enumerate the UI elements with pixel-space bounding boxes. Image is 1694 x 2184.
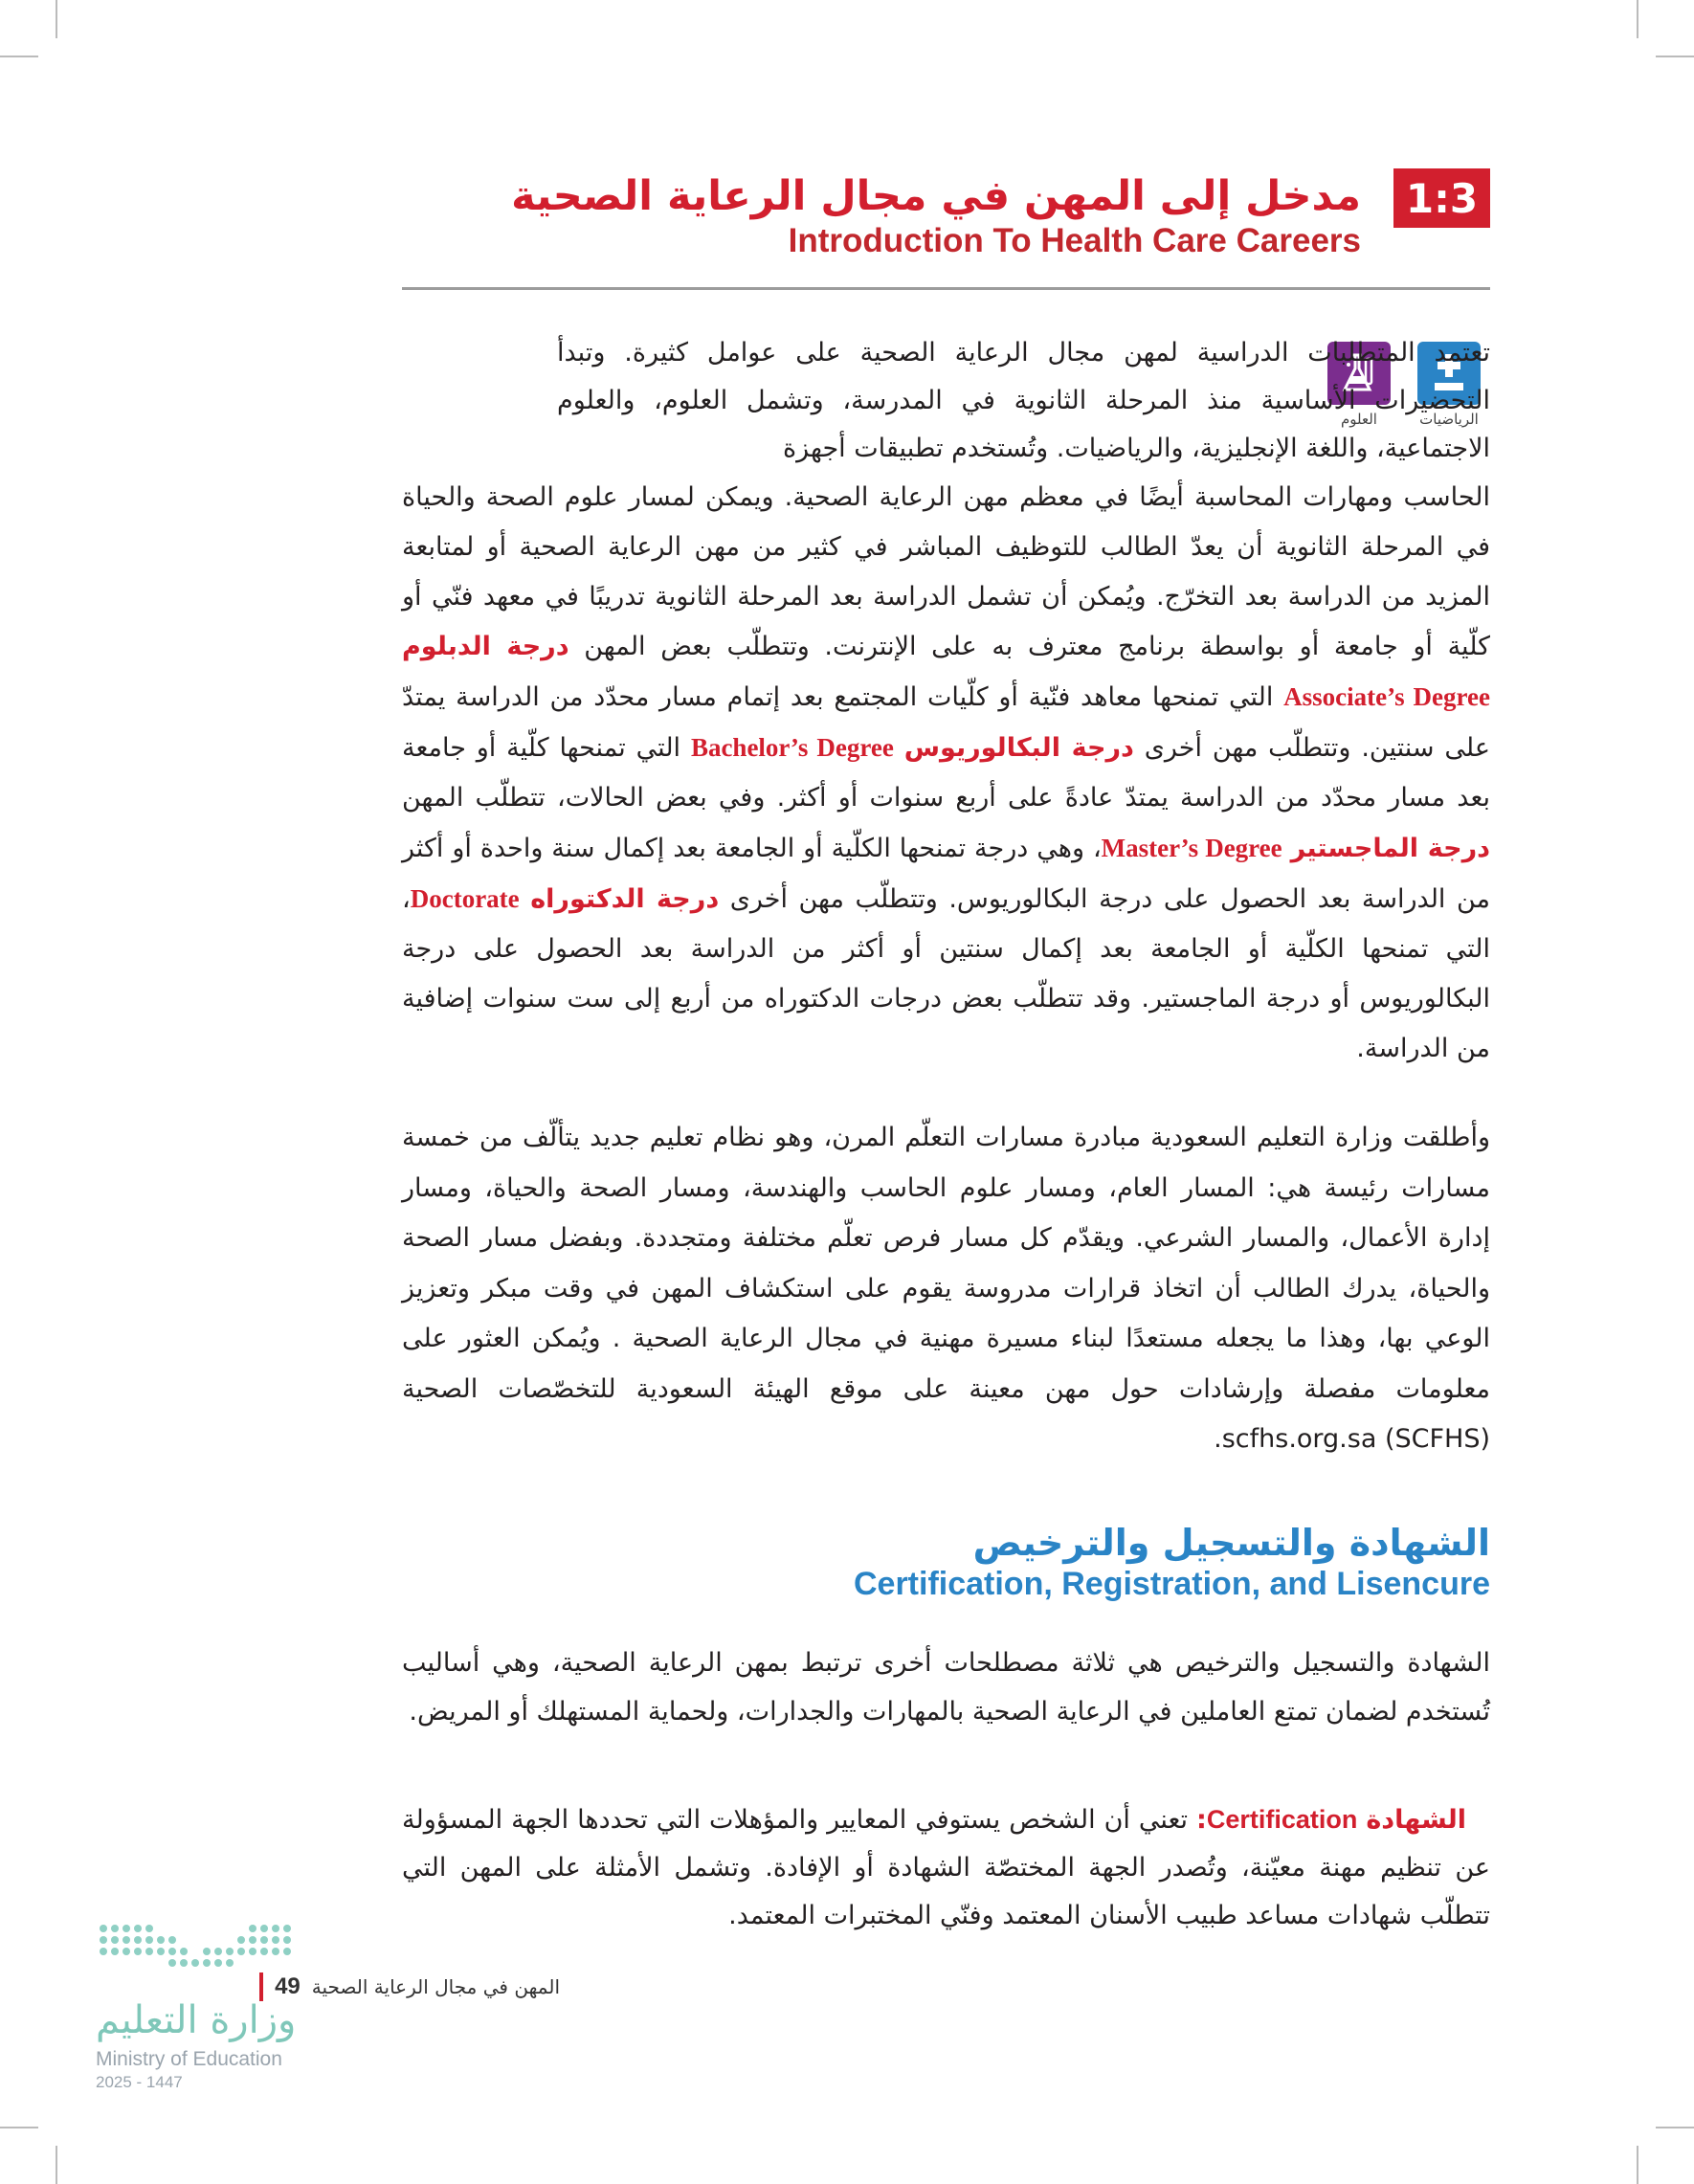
master-term-ar: درجة الماجستير <box>1290 834 1490 863</box>
section-number: 1:3 <box>1393 168 1490 228</box>
crop-mark <box>56 0 57 38</box>
intro-lead: تعتمد المتطلبات الدراسية لمهن مجال الرعاية الصحية على عوامل كثيرة. وتبدأ التحضيرات الأساسية منذ المرحلة الثانوية في المدرسة، وتشمل العلوم، والعلوم الاجتماعية، واللغة الإنجليزية، والرياضيات. وتُستخدم تطبيقات أجهزة <box>557 338 1490 463</box>
doctorate-term-en: Doctorate <box>410 884 520 913</box>
title-divider <box>402 287 1490 290</box>
crop-mark <box>1637 0 1638 38</box>
page-title: مدخل إلى المهن في مجال الرعاية الصحية <box>511 172 1361 220</box>
text-run: التي تمنحها معاهد فنّية أو كلّيات المجتمع بعد إتمام مسار محدّد من الدراسة يمتدّ على سنتين. وتتطلّب مهن أخرى <box>402 682 1490 763</box>
subject-label: الرياضيات <box>1419 411 1479 428</box>
bachelor-term-ar: درجة البكالوريوس <box>903 733 1134 763</box>
intro-paragraph <box>402 473 1490 1074</box>
master-term-en: Master’s Degree <box>1101 834 1282 862</box>
ministry-name-en: Ministry of Education <box>96 2048 282 2070</box>
crop-mark <box>0 2127 38 2128</box>
associate-term-ar: درجة الدبلوم <box>402 632 569 661</box>
academic-year: 2025 - 1447 <box>96 2073 183 2091</box>
term-colon: : <box>1196 1805 1207 1835</box>
associate-term-en: Associate’s Degree <box>1283 682 1490 711</box>
footer-title: المهن في مجال الرعاية الصحية <box>311 1975 560 1998</box>
certification-term-ar: الشهادة <box>1366 1805 1466 1835</box>
page-title-english: Introduction To Health Care Careers <box>788 222 1361 259</box>
text-run: ، وهي درجة تمنحها الكلّية أو الجامعة بعد إكمال سنة واحدة أو أكثر من الدراسة بعد الحصول على درجة البكالوريوس. وتتطلّب مهن أخرى <box>402 834 1490 914</box>
subject-label: العلوم <box>1341 411 1377 428</box>
doctorate-term-ar: درجة الدكتوراه <box>530 884 720 914</box>
crop-mark <box>56 2146 57 2184</box>
text-run: ، التي تمنحها الكلّية أو الجامعة بعد إكمال سنتين أو أكثر من الدراسة بعد الحصول على درجة البكالوريوس أو درجة الماجستير. وقد تتطلّب بعض درجات الدكتوراه من أربع إلى ست سنوات إضافية من الدراسة. <box>402 884 1490 1063</box>
footer-divider <box>259 1972 263 2001</box>
crop-mark <box>0 56 38 57</box>
certification-definition <box>402 1795 1490 1940</box>
section-heading: الشهادة والتسجيل والترخيص <box>972 1522 1490 1564</box>
page-number: 49 <box>275 1973 301 1999</box>
section-paragraph: الشهادة والتسجيل والترخيص هي ثلاثة مصطلحات أخرى ترتبط بمهن الرعاية الصحية، وهي أساليب تُستخدم لضمان تمتع العاملين في الرعاية الصحية بالمهارات والجدارات، ولحماية المستهلك أو المريض. <box>402 1648 1490 1727</box>
crop-mark <box>1637 2146 1638 2184</box>
section-heading-english: Certification, Registration, and Lisencure <box>853 1566 1490 1602</box>
certification-term-en: Certification <box>1206 1805 1358 1834</box>
text-run: الحاسب ومهارات المحاسبة أيضًا في معظم مهن الرعاية الصحية. ويمكن لمسار علوم الصحة والحياة في المرحلة الثانوية أن يعدّ الطالب للتوظيف المباشر في كثير من مهن الرعاية الصحية أو لمتابعة المزيد من الدراسة بعد التخرّج. ويُمكن أن تشمل الدراسة بعد المرحلة الثانوية تدريبًا في معهد فنّي أو كلّية أو جامعة أو بواسطة برنامج معترف به على الإنترنت. وتتطلّب بعض المهن <box>402 482 1490 661</box>
ministry-name-ar: وزارة التعليم <box>96 1998 297 2042</box>
crop-mark <box>1656 2127 1694 2128</box>
pathways-paragraph: وأطلقت وزارة التعليم السعودية مبادرة مسارات التعلّم المرن، وهو نظام تعليم جديد يتألّف من خمسة مسارات رئيسة هي: المسار العام، ومسار علوم الحاسب والهندسة، ومسار الصحة والحياة، ومسار إدارة الأعمال، والمسار الشرعي. ويقدّم كل مسار فرص تعلّم مختلفة ومتجددة. وبفضل مسار الصحة والحياة، يدرك الطالب أن اتخاذ قرارات مدروسة يقوم على استكشاف المهن في وقت مبكر وتعزيز الوعي بها، وهذا ما يجعله مستعدًا لبناء مسيرة مهنية في مجال الرعاية الصحية . ويُمكن العثور على معلومات مفصلة وإرشادات حول مهن معينة على موقع الهيئة السعودية للتخصّصات الصحية scfhs.org.sa (SCFHS). <box>402 1123 1490 1454</box>
bachelor-term-en: Bachelor’s Degree <box>690 733 894 762</box>
text-run: تعني أن الشخص يستوفي المعايير والمؤهلات التي تحددها الجهة المسؤولة عن تنظيم مهنة معيّنة، وتُصدر الجهة المختصّة الشهادة أو الإفادة. وتشمل الأمثلة على المهن التي تتطلّب شهادات مساعد طبيب الأسنان المعتمد وفنّي المختبرات المعتمد. <box>402 1805 1490 1930</box>
text-run: التي تمنحها كلّية أو جامعة بعد مسار محدّد من الدراسة يمتدّ عادةً على أربع سنوات أو أكثر. وفي بعض الحالات، تتطلّب المهن <box>402 733 1490 813</box>
crop-mark <box>1656 56 1694 57</box>
